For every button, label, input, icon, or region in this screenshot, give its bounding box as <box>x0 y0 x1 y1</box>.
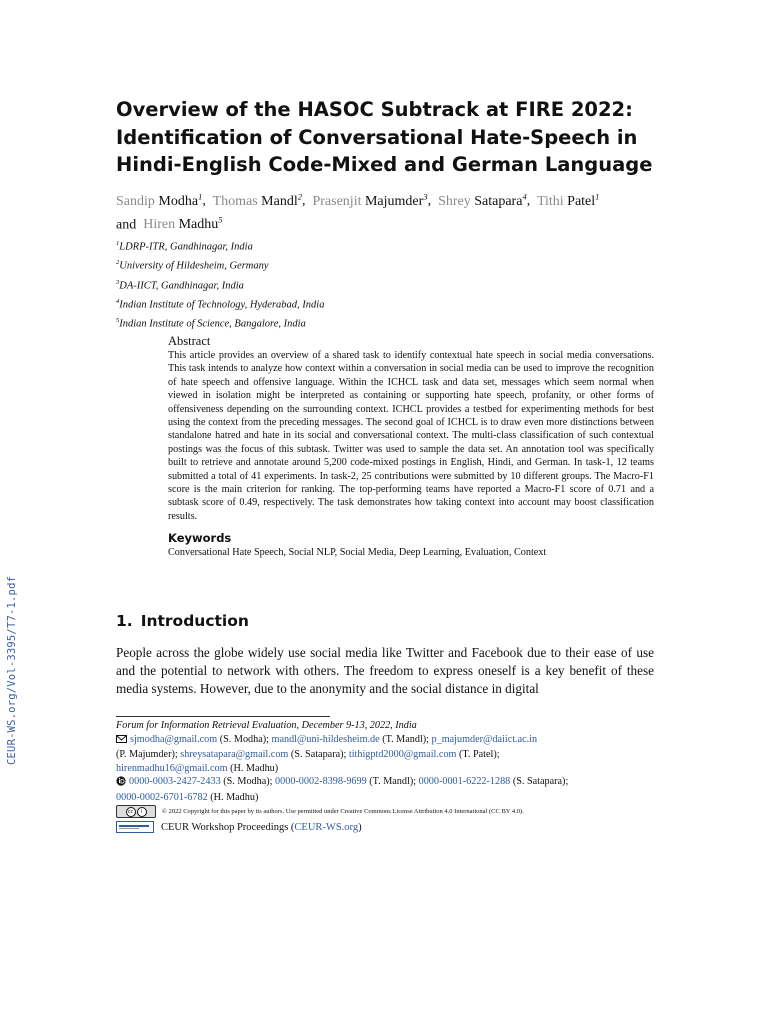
venue-note: Forum for Information Retrieval Evaluation, December 9-13, 2022, India <box>116 720 417 731</box>
section-heading <box>116 612 249 630</box>
author-list: Sandip Modha$^1$, Thomas Mandl$^2$, Prasenjit Majumder$^3$, Shrey Satapara$^4$, Tithi Patel$^1$ and Hiren Madhu$^5$ <box>116 191 600 233</box>
author: Sandip Modha$^1$ <box>116 191 203 209</box>
side-document-id[interactable]: CEUR-WS.org/Vol-3395/T7-1.pdf <box>6 575 18 765</box>
section-title: Introduction <box>140 612 249 630</box>
title-line: Identification of Conversational Hate-Speech in <box>116 125 638 149</box>
orcid-link[interactable]: 0000-0003-2427-2433 <box>129 776 221 787</box>
email-link[interactable]: sjmodha@gmail.com <box>130 733 218 745</box>
affiliation: $^2$University of Hildesheim, Germany <box>116 259 269 272</box>
orcid-icon <box>116 776 126 791</box>
section-number: 1. <box>116 612 133 630</box>
paper-title <box>116 96 656 179</box>
keywords-heading: Keywords <box>168 531 232 546</box>
ceur-link[interactable]: CEUR-WS.org <box>294 821 359 833</box>
ceur-logo-icon <box>116 821 154 833</box>
author: Shrey Satapara$^4$ <box>438 191 527 209</box>
author: Tithi Patel$^1$ <box>536 191 600 209</box>
affiliation: $^5$Indian Institute of Science, Bangalore, India <box>116 317 306 330</box>
email-link[interactable]: tithigptd2000@gmail.com <box>348 749 457 760</box>
email-link[interactable]: hirenmadhu16@gmail.com <box>116 762 228 774</box>
ceur-note: CEUR Workshop Proceedings ( CEUR-WS.org ) <box>116 821 656 835</box>
orcid-link[interactable]: 0000-0002-6701-6782 <box>116 791 208 803</box>
orcid-link[interactable]: 0000-0002-8398-9699 <box>275 776 367 787</box>
email-link[interactable]: p_majumder@daiict.ac.in <box>431 733 538 745</box>
author: Prasenjit Majumder$^3$ <box>312 191 428 209</box>
copyright-text: © 2022 Copyright for this paper by its authors. Use permitted under Creative Commons License Attribution 4.0 International (CC BY 4.0). <box>162 808 524 815</box>
keywords-body: Conversational Hate Speech, Social NLP, Social Media, Deep Learning, Evaluation, Context <box>168 547 547 559</box>
cc-icon: cc <box>126 807 136 817</box>
copyright-note <box>116 805 656 819</box>
orcid-note: 0000-0003-2427-2433 (S. Modha); 0000-0002-8398-9699 (T. Mandl); 0000-0001-6222-1288 (S. Satapara); 0000-0002-6701-6782 (H. Madhu) <box>116 776 569 803</box>
orcid-link[interactable]: 0000-0001-6222-1288 <box>418 776 511 787</box>
intro-paragraph: People across the globe widely use social media like Twitter and Facebook due to their ease of use and the potential to network with others. The freedom to express oneself is a key benefit of these media systems. However, due to the anonymity and the social distance in digital <box>116 645 654 696</box>
title-line: Overview of the HASOC Subtrack at FIRE 2022: <box>116 98 633 121</box>
envelope-icon <box>116 734 127 749</box>
cc-license-badge[interactable] <box>116 805 156 818</box>
footnotes <box>116 719 656 834</box>
affiliation: $^1$LDRP-ITR, Gandhinagar, India <box>116 240 253 253</box>
email-link[interactable]: mandl@uni-hildesheim.de <box>271 733 380 745</box>
affiliation-list <box>116 236 616 332</box>
and-word: and <box>116 217 137 233</box>
author: Thomas Mandl$^2$ <box>212 191 302 209</box>
affiliation: $^3$DA-IICT, Gandhinagar, India <box>116 278 244 292</box>
author: Hiren Madhu$^5$ <box>143 214 223 233</box>
attribution-icon: i <box>137 807 147 817</box>
footnote-divider <box>116 716 330 717</box>
abstract-heading: Abstract <box>168 334 211 348</box>
affiliation: $^4$Indian Institute of Technology, Hyderabad, India <box>116 297 325 311</box>
abstract-body: This article provides an overview of a shared task to identify contextual hate speech in social media conversations. This task intends to analyze how context within a conversation in social media can be used to improve the recognition of hate speech and offensive language. Within the ICHCL task and data set, messages which seem normal when viewed in isolation might be interpreted as containing or supporting hate speech, profanity, or other forms of offensiveness depending on the surrounding context. ICHCL provides a testbed for experimenting methods for best using the context from the preceding messages. The second goal of ICHCL is to draw even more distinctions between standalone hatred and hate in its social and conversational context. The multi-class classification of such contextual postings was the focus of this subtask. Twitter was used to sample the data set. An annotation tool was specifically built to retrieve and annotate around 5,200 code-mixed postings in English, Hindi, and German. In task-1, 12 teams submitted a total of 41 experiments. In task-2, 25 contributions were submitted by 10 different groups. The Macro-F1 score is the main criterion for ranking. The top-performing teams have reported a Macro-F1 score of 0.71 and a subtask score of 0.49, respectively. The task demonstrates how taking context into account may boost classification results. <box>168 350 654 522</box>
email-link[interactable]: shreysatapara@gmail.com <box>180 749 289 760</box>
email-note: sjmodha@gmail.com (S. Modha); mandl@uni-hildesheim.de (T. Mandl); p_majumder@daiict.ac.in (P. Majumder); shreysatapara@gmail.com (S. Satapara); tithigptd2000@gmail.com (T. Patel); hirenmadhu16@gmail.com (H. Madhu) <box>116 733 538 774</box>
abstract-block <box>168 334 654 559</box>
title-line: Hindi-English Code-Mixed and German Language <box>116 153 653 176</box>
